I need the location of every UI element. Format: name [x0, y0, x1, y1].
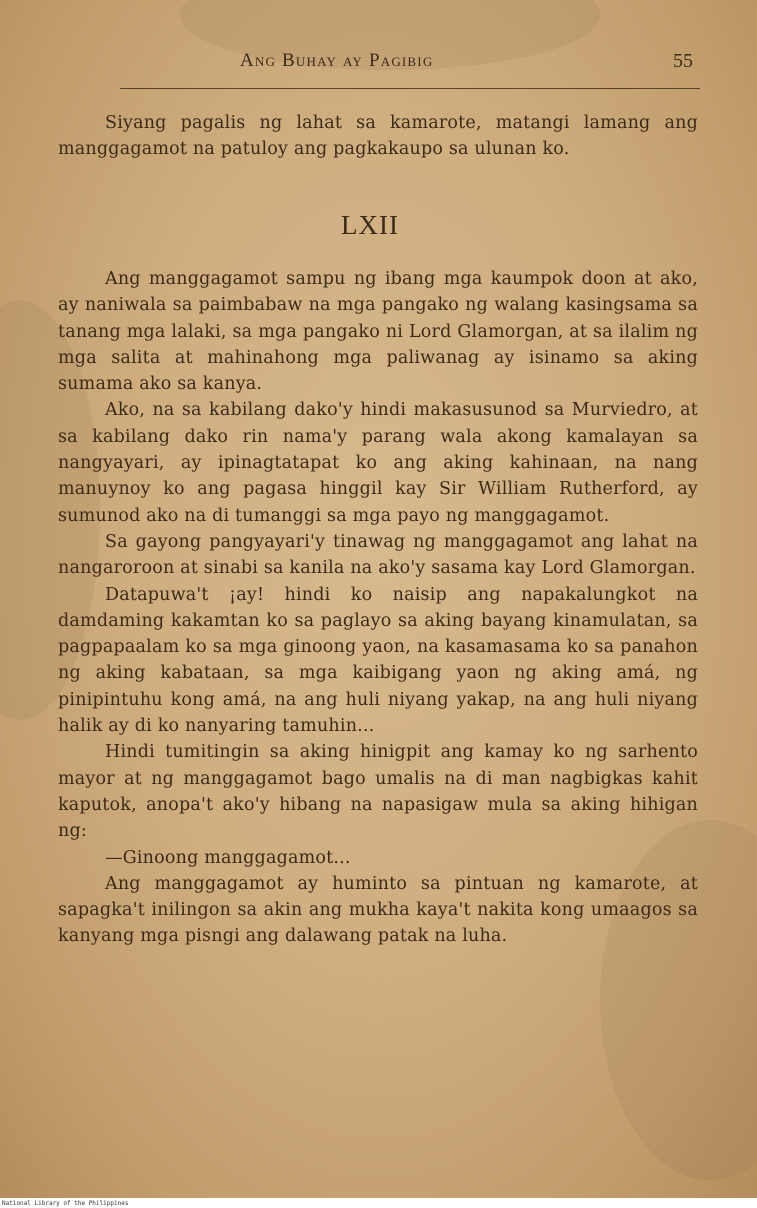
opening-paragraph: Siyang pagalis ng lahat sa kamarote, matangi lamang ang manggagamot na patuloy ang pagkakaupo sa ulunan ko. [58, 113, 698, 159]
running-header [0, 50, 757, 74]
page-number: 55 [673, 50, 693, 72]
paragraph: Ako, na sa kabilang dako'y hindi makasusunod sa Murviedro, at sa kabilang dako rin nama'y parang wala akong kamalayan sa nangyayari, ay ipinagtatapat ko ang aking kahinaan, na nang manuynoy ko ang pagasa hinggil kay Sir William Rutherford, ay sumunod ako na di tumanggi sa mga payo ng manggagamot. [58, 400, 698, 526]
chapter-heading: LXII [341, 210, 399, 240]
library-credit: National Library of the Philippines [2, 1200, 129, 1207]
chapter-body [58, 266, 698, 950]
header-rule [120, 88, 700, 89]
paragraph: Hindi tumitingin sa aking hinigpit ang kamay ko ng sarhento mayor at ng manggagamot bago umalis na di man nagbigkas kahit kaputok, anopa't ako'y hibang na napasigaw mula sa aking hihigan ng: [58, 742, 698, 842]
paragraph: Ang manggagamot sampu ng ibang mga kaumpok doon at ako, ay naniwala sa paimbabaw na mga pangako ng walang kasingsama sa tanang mga lalaki, sa mga pangako ni Lord Glamorgan, at sa ilalim ng mga salita at mahinahong mga paliwanag ay isinamo sa aking sumama ako sa kanya. [58, 269, 698, 395]
paragraph: Ang manggagamot ay huminto sa pintuan ng kamarote, at sapagka't inilingon sa akin ang mukha kaya't nakita kong umaagos sa kanyang mga pisngi ang dalawang patak na luha. [58, 873, 698, 947]
paragraph: Datapuwa't ¡ay! hindi ko naisip ang napakalungkot na damdaming kakamtan ko sa paglayo sa aking bayang kinamulatan, sa pagpapaalam ko sa mga ginoong yaon, na kasamasama ko sa panahon ng aking kabataan, sa mga kaibigang yaon ng aking amá, ng pinipintuhu kong amá, na ang huli niyang yakap, na ang huli niyang halik ay di ko nanyaring tamuhin... [58, 584, 698, 737]
paragraph: —Ginoong manggagamot... [105, 847, 351, 868]
paragraph: Sa gayong pangyayari'y tinawag ng manggagamot ang lahat na nangaroroon at sinabi sa kanila na ako'y sasama kay Lord Glamorgan. [58, 531, 698, 579]
running-title: Ang Buhay ay Pagibig [240, 50, 434, 71]
